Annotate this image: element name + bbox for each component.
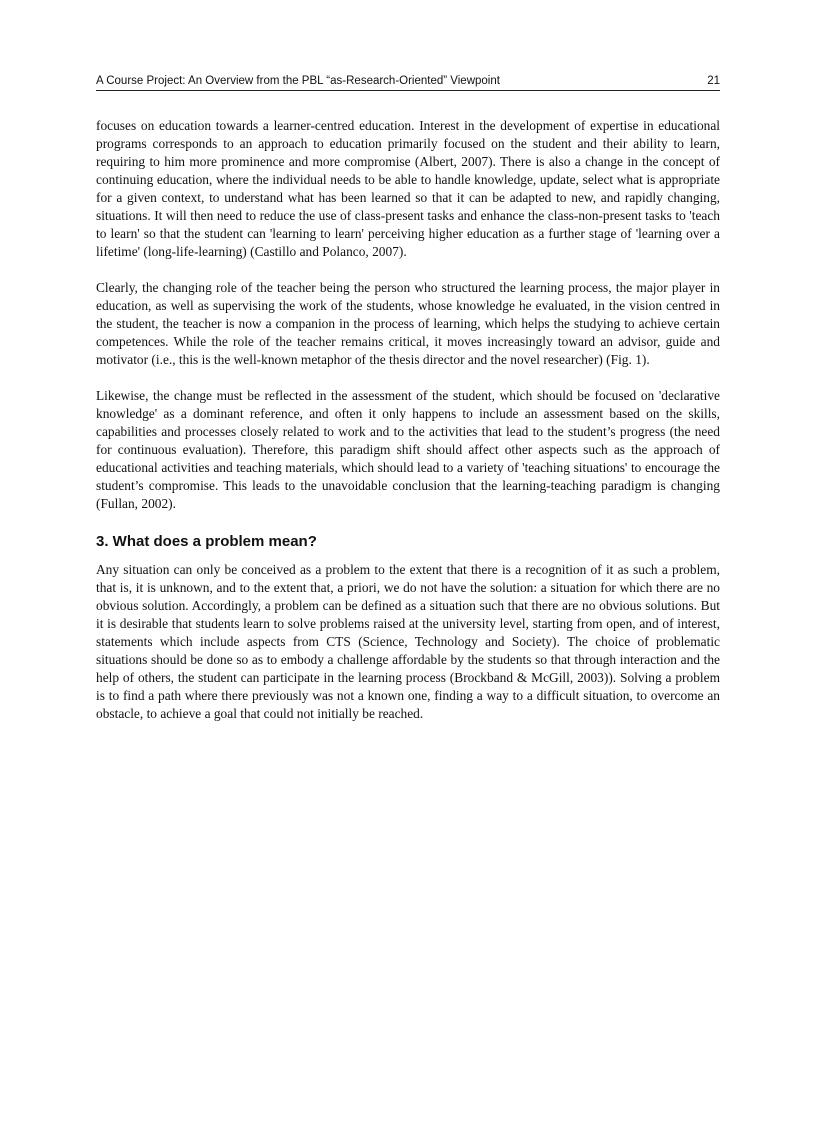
paragraph-problem-definition: Any situation can only be conceived as a problem to the extent that there is a recognition of it as such a problem, that is, it is unknown, and to the extent that, a priori, we do not have the solution: a situation for which there are no obvious solution. Accordingly, a problem can be defined as a situation such that there are no obvious solutions. But it is desirable that students learn to solve problems raised at the university level, starting from open, and of interest, statements which include aspects from CTS (Science, Technology and Society). The choice of problematic situations should be done so as to embody a challenge affordable by the students so that through interaction and the help of others, the student can participate in the learning process (Brockband & McGill, 2003)). Solving a problem is to find a path where there previously was not a known one, finding a way to a difficult situation, to overcome an obstacle, to achieve a goal that could not initially be reached.	[96, 562, 720, 721]
running-header	[96, 72, 720, 91]
paragraph-teacher-role: Clearly, the changing role of the teacher being the person who structured the learning process, the major player in education, as well as supervising the work of the students, whose knowledge he evaluated, in the vision centred in the student, the teacher is now a companion in the process of learning, which helps the studying to achieve certain competences. While the role of the teacher remains critical, it moves increasingly toward an advisor, guide and motivator (i.e., this is the well-known metaphor of the thesis director and the novel researcher) (Fig. 1).	[96, 280, 720, 367]
paragraph-assessment: Likewise, the change must be reflected in the assessment of the student, which should be focused on 'declarative knowledge' as a dominant reference, and often it only happens to include an assessment based on the skills, capabilities and processes closely related to work and to the activities that lead to the student’s progress (the need for continuous evaluation). Therefore, this paradigm shift should affect other aspects such as the approach of educational activities and teaching materials, which should lead to a variety of 'teaching situations' to encourage the student’s compromise. This leads to the unavoidable conclusion that the learning-teaching paradigm is changing (Fullan, 2002).	[96, 388, 720, 511]
header-title: A Course Project: An Overview from the PBL “as-Research-Oriented” Viewpoint	[96, 75, 500, 87]
body-text	[96, 117, 720, 741]
paragraph-continuation: focuses on education towards a learner-centred education. Interest in the development of expertise in educational programs corresponds to an approach to education primarily focused on the student and their ability to learn, requiring to him more prominence and more compromise (Albert, 2007). There is also a change in the concept of continuing education, where the individual needs to be able to handle knowledge, update, select what is appropriate for a given context, to understand what has been learned so that it can be adapted to new, and rapidly changing, situations. It will then need to reduce the use of class-present tasks and enhance the class-non-present tasks to 'teach to learn' so that the student can 'learning to learn' perceiving higher education as a further stage of 'learning over a lifetime' (long-life-learning) (Castillo and Polanco, 2007).	[96, 118, 720, 259]
page-number: 21	[707, 75, 720, 87]
section-heading: 3. What does a problem mean?	[96, 533, 317, 550]
